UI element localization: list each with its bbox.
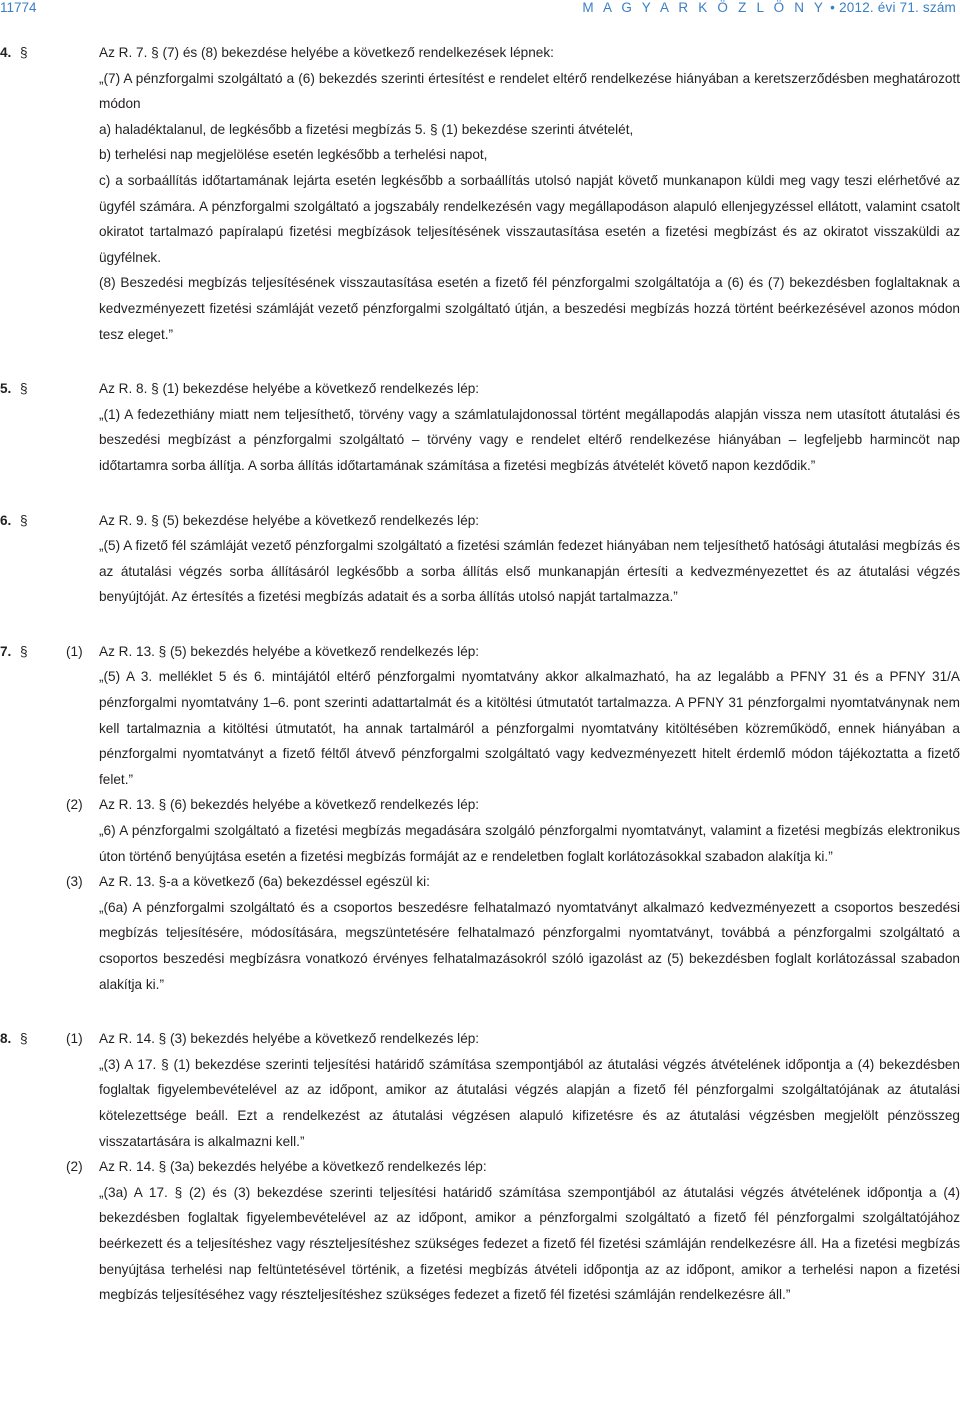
section-sign: § xyxy=(20,381,28,397)
section-number: 6. xyxy=(0,512,12,528)
amendment-text: „(7) A pénzforgalmi szolgáltató a (6) bekezdés szerinti értesítést e rendelet eltérő rendelkezése hiányában a keretszerződésben meghatározott módon xyxy=(99,70,960,112)
section-item xyxy=(0,639,960,997)
amendment-intro: Az R. 13. § (5) bekezdés helyébe a következő rendelkezés lép: xyxy=(99,643,480,659)
section-item xyxy=(0,40,960,347)
paragraph-item xyxy=(66,869,960,997)
amendment-intro: Az R. 13. §-a a következő (6a) bekezdéssel egészül ki: xyxy=(99,874,430,890)
journal-running-head xyxy=(582,0,956,15)
section-item xyxy=(0,376,960,478)
amendment-text: c) a sorbaállítás időtartamának lejárta esetén legkésőbb a sorbaállítás utolsó napját követő munkanapon küldi meg vagy teszi elérhetővé az ügyfél számára. A pénzforgalmi szolgáltató a jogszabály rendelkezésén vagy megállapodáson alapuló ellenjegyzéssel ellátott, valamint csatolt okiratot tartalmazó papíralapú fizetési megbízások teljesítésének visszautasítása esetén a fizetési megbízást és az okiratot visszaküldi az ügyfélnek. xyxy=(99,172,960,265)
amendment-text: „(5) A 3. melléklet 5 és 6. mintájától eltérő pénzforgalmi nyomtatvány akkor alkalmazható, ha az legalább a PFNY 31 és a PFNY 31/A pénzforgalmi nyomtatvány 1–6. pont szerinti adattartalmát és a kitöltési útmutatót tartalmazza. A PFNY 31 pénzforgalmi nyomtatványnak nem kell tartalmaznia a kitöltési útmutatót, ha annak tartalmáról a pénzforgalmi nyomtatvány kitöltésében közreműködő, ennek hiányában a pénzforgalmi nyomtatványt a fizető féltől átvevő pénzforgalmi szolgáltató vagy kedvezményezett hitelt érdemlő módon tájékoztatta a fizető felet.” xyxy=(99,669,960,787)
section-gap xyxy=(0,997,960,1026)
paragraph-item xyxy=(66,639,960,793)
section-number: 4. xyxy=(0,45,12,60)
section-item xyxy=(0,508,960,610)
section-sign: § xyxy=(20,45,28,60)
amendment-text: a) haladéktalanul, de legkésőbb a fizetési megbízás 5. § (1) bekezdése szerinti átvételét, xyxy=(99,121,634,137)
paragraph-number: (2) xyxy=(66,1159,83,1175)
amendment-intro: Az R. 7. § (7) és (8) bekezdése helyébe a következő rendelkezések lépnek: xyxy=(99,45,554,60)
issue-label: 2012. évi 71. szám xyxy=(839,0,956,15)
amendment-text: „(1) A fedezethiány miatt nem teljesíthető, törvény vagy a számlatulajdonossal történt megállapodás alapján vissza nem utasított átutalási és beszedési megbízást a pénzforgalmi szolgáltató – törvény vagy e rendelet eltérő rendelkezése hiányában – legfeljebb harmincöt nap időtartamra sorba állítja. A sorba állítás időtartamának számítása a fizetési megbízás átvételét követő napon kezdődik.” xyxy=(99,406,960,473)
amendment-text: „(6a) A pénzforgalmi szolgáltató és a csoportos beszedésre felhatalmazó nyomtatványt alkalmazó kedvezményezett a csoportos beszedési megbízás teljesítésére, módosítására, megszüntetésére felhatalmazó pénzforgalmi nyomtatványt, továbbá a pénzforgalmi szolgáltató a csoportos beszedési megbízásra vonatkozó érvényes felhatalmazásokról szóló igazolást az (5) bekezdésben foglalt korlátozással szabadon alakítja ki.” xyxy=(99,899,960,992)
amendment-text: (8) Beszedési megbízás teljesítésének visszautasítása esetén a fizető fél pénzforgalmi szolgáltatója a (6) és (7) bekezdésben foglaltaknak a kedvezményezett fizetési számláját vezető pénzforgalmi szolgáltató útján, a beszedési megbízás hozzá történt beérkezésével azonos módon tesz eleget.” xyxy=(99,275,960,342)
amendment-text: „(3a) A 17. § (2) és (3) bekezdése szerinti teljesítési határidő számítása szempontjából az átutalási végzés átvételének időpontja a (4) bekezdésben foglaltak figyelembevételével az az időpont, amikor a pénzforgalmi szolgáltató a fizető fél pénzforgalmi szolgáltatójához beérkezett és a teljesítéshez vagy részteljesítéshez szükséges fedezet a fizető fél fizetési számláján rendelkezésre áll. Ha a fizetési megbízás benyújtása terhelési nap feltüntetésével történik, a fizetési megbízás átvételi időpontja az az időpont, amikor a terhelési napon a fizetési megbízás teljesítéséhez vagy részteljesítéshez szükséges fedezet a fizető fél fizetési számláján rendelkezésre áll.” xyxy=(99,1184,960,1303)
paragraph-number: (1) xyxy=(66,643,83,659)
paragraph-number: (2) xyxy=(66,797,83,813)
document-body xyxy=(0,40,960,1308)
paragraph-item xyxy=(66,1154,960,1308)
amendment-intro: Az R. 14. § (3a) bekezdés helyébe a következő rendelkezés lép: xyxy=(99,1159,487,1175)
section-sign: § xyxy=(20,1031,28,1047)
amendment-text: b) terhelési nap megjelölése esetén legkésőbb a terhelési napot, xyxy=(99,147,488,163)
amendment-intro: Az R. 13. § (6) bekezdés helyébe a következő rendelkezés lép: xyxy=(99,797,480,813)
section-gap xyxy=(0,610,960,639)
page-number: 11774 xyxy=(0,0,37,15)
section-number: 5. xyxy=(0,381,12,397)
section-sign: § xyxy=(20,512,28,528)
journal-title: M A G Y A R K Ö Z L Ö N Y xyxy=(582,0,827,15)
paragraph-number: (1) xyxy=(66,1031,83,1047)
amendment-text: „6) A pénzforgalmi szolgáltató a fizetési megbízás megadására szolgáló pénzforgalmi nyomtatványt, valamint a fizetési megbízás elektronikus úton történő benyújtása esetén a fizetési megbízás formáját az e rendeletben foglalt korlátozásokkal szabadon alakítja ki.” xyxy=(99,823,960,864)
header-bullet: • xyxy=(830,0,836,15)
paragraph-item xyxy=(66,792,960,869)
section-gap xyxy=(0,347,960,376)
paragraph-number: (3) xyxy=(66,874,83,890)
paragraph-item xyxy=(66,1026,960,1154)
section-number: 7. xyxy=(0,643,12,659)
amendment-text: „(5) A fizető fél számláját vezető pénzforgalmi szolgáltató a fizetési számlán fedezet hiányában nem teljesíthető hatósági átutalási megbízás és az átutalási végzés sorba állításáról legkésőbb a sorba állítás első munkanapján értesíti a kedvezményezettet és az átutalási végzés benyújtóját. Az értesítés a fizetési megbízás adatait és a sorba állítás utolsó napját tartalmazza.” xyxy=(99,538,960,605)
page-header xyxy=(0,0,960,22)
amendment-intro: Az R. 9. § (5) bekezdése helyébe a következő rendelkezés lép: xyxy=(99,512,480,528)
amendment-intro: Az R. 8. § (1) bekezdése helyébe a következő rendelkezés lép: xyxy=(99,381,480,397)
amendment-text: „(3) A 17. § (1) bekezdése szerinti teljesítési határidő számítása szempontjából az átutalási végzés átvételének időpontja a (4) bekezdésben foglaltak figyelembevételével az az időpont, amikor az átutalási végzés alapján a fizető fél pénzforgalmi szolgáltatójának az átutalási kötelezettsége beáll. Ezt a rendelkezést az átutalási végzésen alapuló kifizetésre és az átutalási végzésben megjelölt pénzösszeg visszatartására is alkalmazni kell.” xyxy=(99,1056,960,1149)
section-gap xyxy=(0,479,960,508)
amendment-intro: Az R. 14. § (3) bekezdés helyébe a következő rendelkezés lép: xyxy=(99,1031,480,1047)
section-number: 8. xyxy=(0,1031,12,1047)
section-item xyxy=(0,1026,960,1308)
section-sign: § xyxy=(20,643,28,659)
